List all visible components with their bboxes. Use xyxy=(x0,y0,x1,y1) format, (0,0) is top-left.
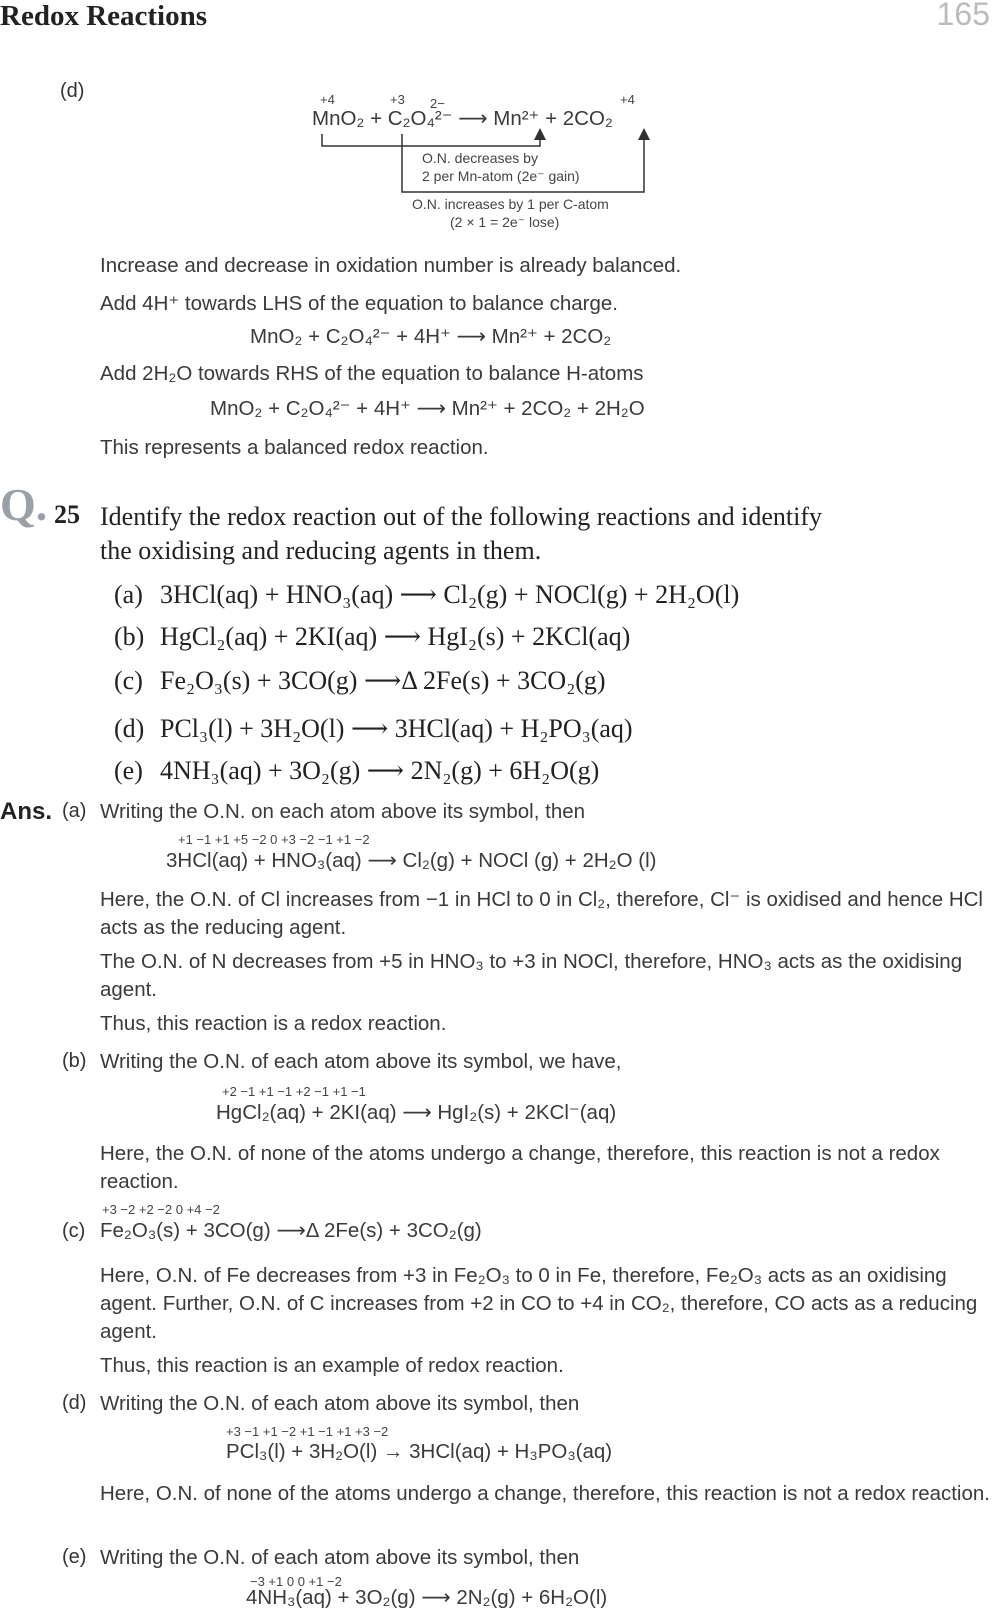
ans-b-intro: Writing the O.N. of each atom above its symbol, we have, xyxy=(100,1050,622,1073)
ans-e-intro: Writing the O.N. of each atom above its symbol, then xyxy=(100,1546,580,1569)
reaction-d-label: (d) xyxy=(114,714,145,743)
ans-c-p2: Thus, this reaction is an example of redox reaction. xyxy=(100,1354,564,1377)
chapter-title: Redox Reactions xyxy=(0,0,208,32)
ans-c-label: (c) xyxy=(62,1220,86,1242)
reaction-d: PCl₃(l) + 3H₂O(l) ⟶ 3HCl(aq) + H₂PO₃(aq) xyxy=(160,714,633,743)
ans-e-on-marks: −3 +1 0 0 +1 −2 xyxy=(250,1574,342,1589)
on-charge: 2− xyxy=(430,96,445,111)
on-c: +3 xyxy=(390,92,405,107)
page-number: 165 xyxy=(936,0,990,32)
ans-d-intro: Writing the O.N. of each atom above its symbol, then xyxy=(100,1392,580,1415)
ans-a-p1: Here, the O.N. of Cl increases from −1 in HCl to 0 in Cl₂, therefore, Cl⁻ is oxidised and hence HCl acts as the reducing agent. xyxy=(100,888,983,939)
ans-c-on-marks: +3 −2 +2 −2 0 +4 −2 xyxy=(102,1202,220,1217)
reaction-c: Fe₂O₃(s) + 3CO(g) ⟶Δ 2Fe(s) + 3CO₂(g) xyxy=(160,666,606,695)
prev-line-4: This represents a balanced redox reaction. xyxy=(100,436,489,459)
question-number: 25 xyxy=(54,500,80,529)
reaction-b: HgCl₂(aq) + 2KI(aq) ⟶ HgI₂(s) + 2KCl(aq) xyxy=(160,622,631,651)
diagram-equation: MnO₂ + C₂O₄²⁻ ⟶ Mn²⁺ + 2CO₂ xyxy=(312,107,613,130)
on-co2: +4 xyxy=(620,92,635,107)
ans-a-intro: Writing the O.N. on each atom above its symbol, then xyxy=(100,800,586,823)
ans-a-label: (a) xyxy=(62,800,87,822)
ans-a-p3: Thus, this reaction is a redox reaction. xyxy=(100,1012,447,1035)
ans-c-eq: Fe₂O₃(s) + 3CO(g) ⟶Δ 2Fe(s) + 3CO₂(g) xyxy=(100,1219,482,1242)
ans-c-p1: Here, O.N. of Fe decreases from +3 in Fe₂O₃ to 0 in Fe, therefore, Fe₂O₃ acts as an oxidising agent. Further, O.N. of C increases from +2 in CO to +4 in CO₂, therefore, CO acts as a reducing agent. xyxy=(100,1264,978,1343)
ans-e-label: (e) xyxy=(62,1546,87,1568)
box-note-1: O.N. decreases by xyxy=(422,150,538,166)
ans-d-eq: PCl₃(l) + 3H₂O(l) → 3HCl(aq) + H₃PO₃(aq) xyxy=(226,1440,613,1463)
ans-d-label: (d) xyxy=(62,1392,87,1414)
bottom-note-1: O.N. increases by 1 per C-atom xyxy=(412,196,609,212)
ans-b-on-marks: +2 −1 +1 −1 +2 −1 +1 −1 xyxy=(222,1084,366,1099)
ans-a-on-marks: +1 −1 +1 +5 −2 0 +3 −2 −1 +1 −2 xyxy=(178,832,370,847)
box-note-2: 2 per Mn-atom (2e⁻ gain) xyxy=(422,168,580,184)
reaction-e: 4NH₃(aq) + 3O₂(g) ⟶ 2N₂(g) + 6H₂O(g) xyxy=(160,756,600,785)
question-text-1: Identify the redox reaction out of the following reactions and identify xyxy=(100,502,822,531)
question-text-2: the oxidising and reducing agents in them. xyxy=(100,536,542,565)
reaction-c-label: (c) xyxy=(114,666,143,695)
reaction-b-label: (b) xyxy=(114,622,145,651)
ans-e-eq: 4NH₃(aq) + 3O₂(g) ⟶ 2N₂(g) + 6H₂O(l) xyxy=(246,1586,608,1609)
ans-d-on-marks: +3 −1 +1 −2 +1 −1 +1 +3 −2 xyxy=(226,1424,389,1439)
ans-a-eq: 3HCl(aq) + HNO₃(aq) ⟶ Cl₂(g) + NOCl (g) + 2H₂O (l) xyxy=(166,849,657,872)
prev-eq-1: MnO₂ + C₂O₄²⁻ + 4H⁺ ⟶ Mn²⁺ + 2CO₂ xyxy=(250,325,612,348)
reaction-a-label: (a) xyxy=(114,580,143,609)
prev-line-1: Increase and decrease in oxidation number is already balanced. xyxy=(100,254,682,277)
ans-b-eq: HgCl₂(aq) + 2KI(aq) ⟶ HgI₂(s) + 2KCl⁻(aq) xyxy=(216,1101,617,1124)
on-diagram xyxy=(300,90,720,235)
ans-b-label: (b) xyxy=(62,1050,87,1072)
ans-a-p2: The O.N. of N decreases from +5 in HNO₃ to +3 in NOCl, therefore, HNO₃ acts as the oxidising agent. xyxy=(100,950,963,1001)
prev-d-label: (d) xyxy=(60,80,85,102)
ans-b-p1: Here, the O.N. of none of the atoms undergo a change, therefore, this reaction is not a redox reaction. xyxy=(100,1142,940,1193)
reaction-e-label: (e) xyxy=(114,756,143,785)
on-mn: +4 xyxy=(320,92,335,107)
answer-label: Ans. xyxy=(0,798,53,825)
prev-line-2: Add 4H⁺ towards LHS of the equation to balance charge. xyxy=(100,292,618,315)
prev-line-3: Add 2H₂O towards RHS of the equation to balance H-atoms xyxy=(100,362,644,385)
question-q-letter: Q. xyxy=(0,479,48,530)
reaction-a: 3HCl(aq) + HNO₃(aq) ⟶ Cl₂(g) + NOCl(g) + 2H₂O(l) xyxy=(160,580,740,609)
bottom-note-2: (2 × 1 = 2e⁻ lose) xyxy=(450,214,560,230)
ans-d-p1: Here, O.N. of none of the atoms undergo a change, therefore, this reaction is not a redox reaction. xyxy=(100,1482,990,1505)
prev-eq-2: MnO₂ + C₂O₄²⁻ + 4H⁺ ⟶ Mn²⁺ + 2CO₂ + 2H₂O xyxy=(210,397,645,420)
